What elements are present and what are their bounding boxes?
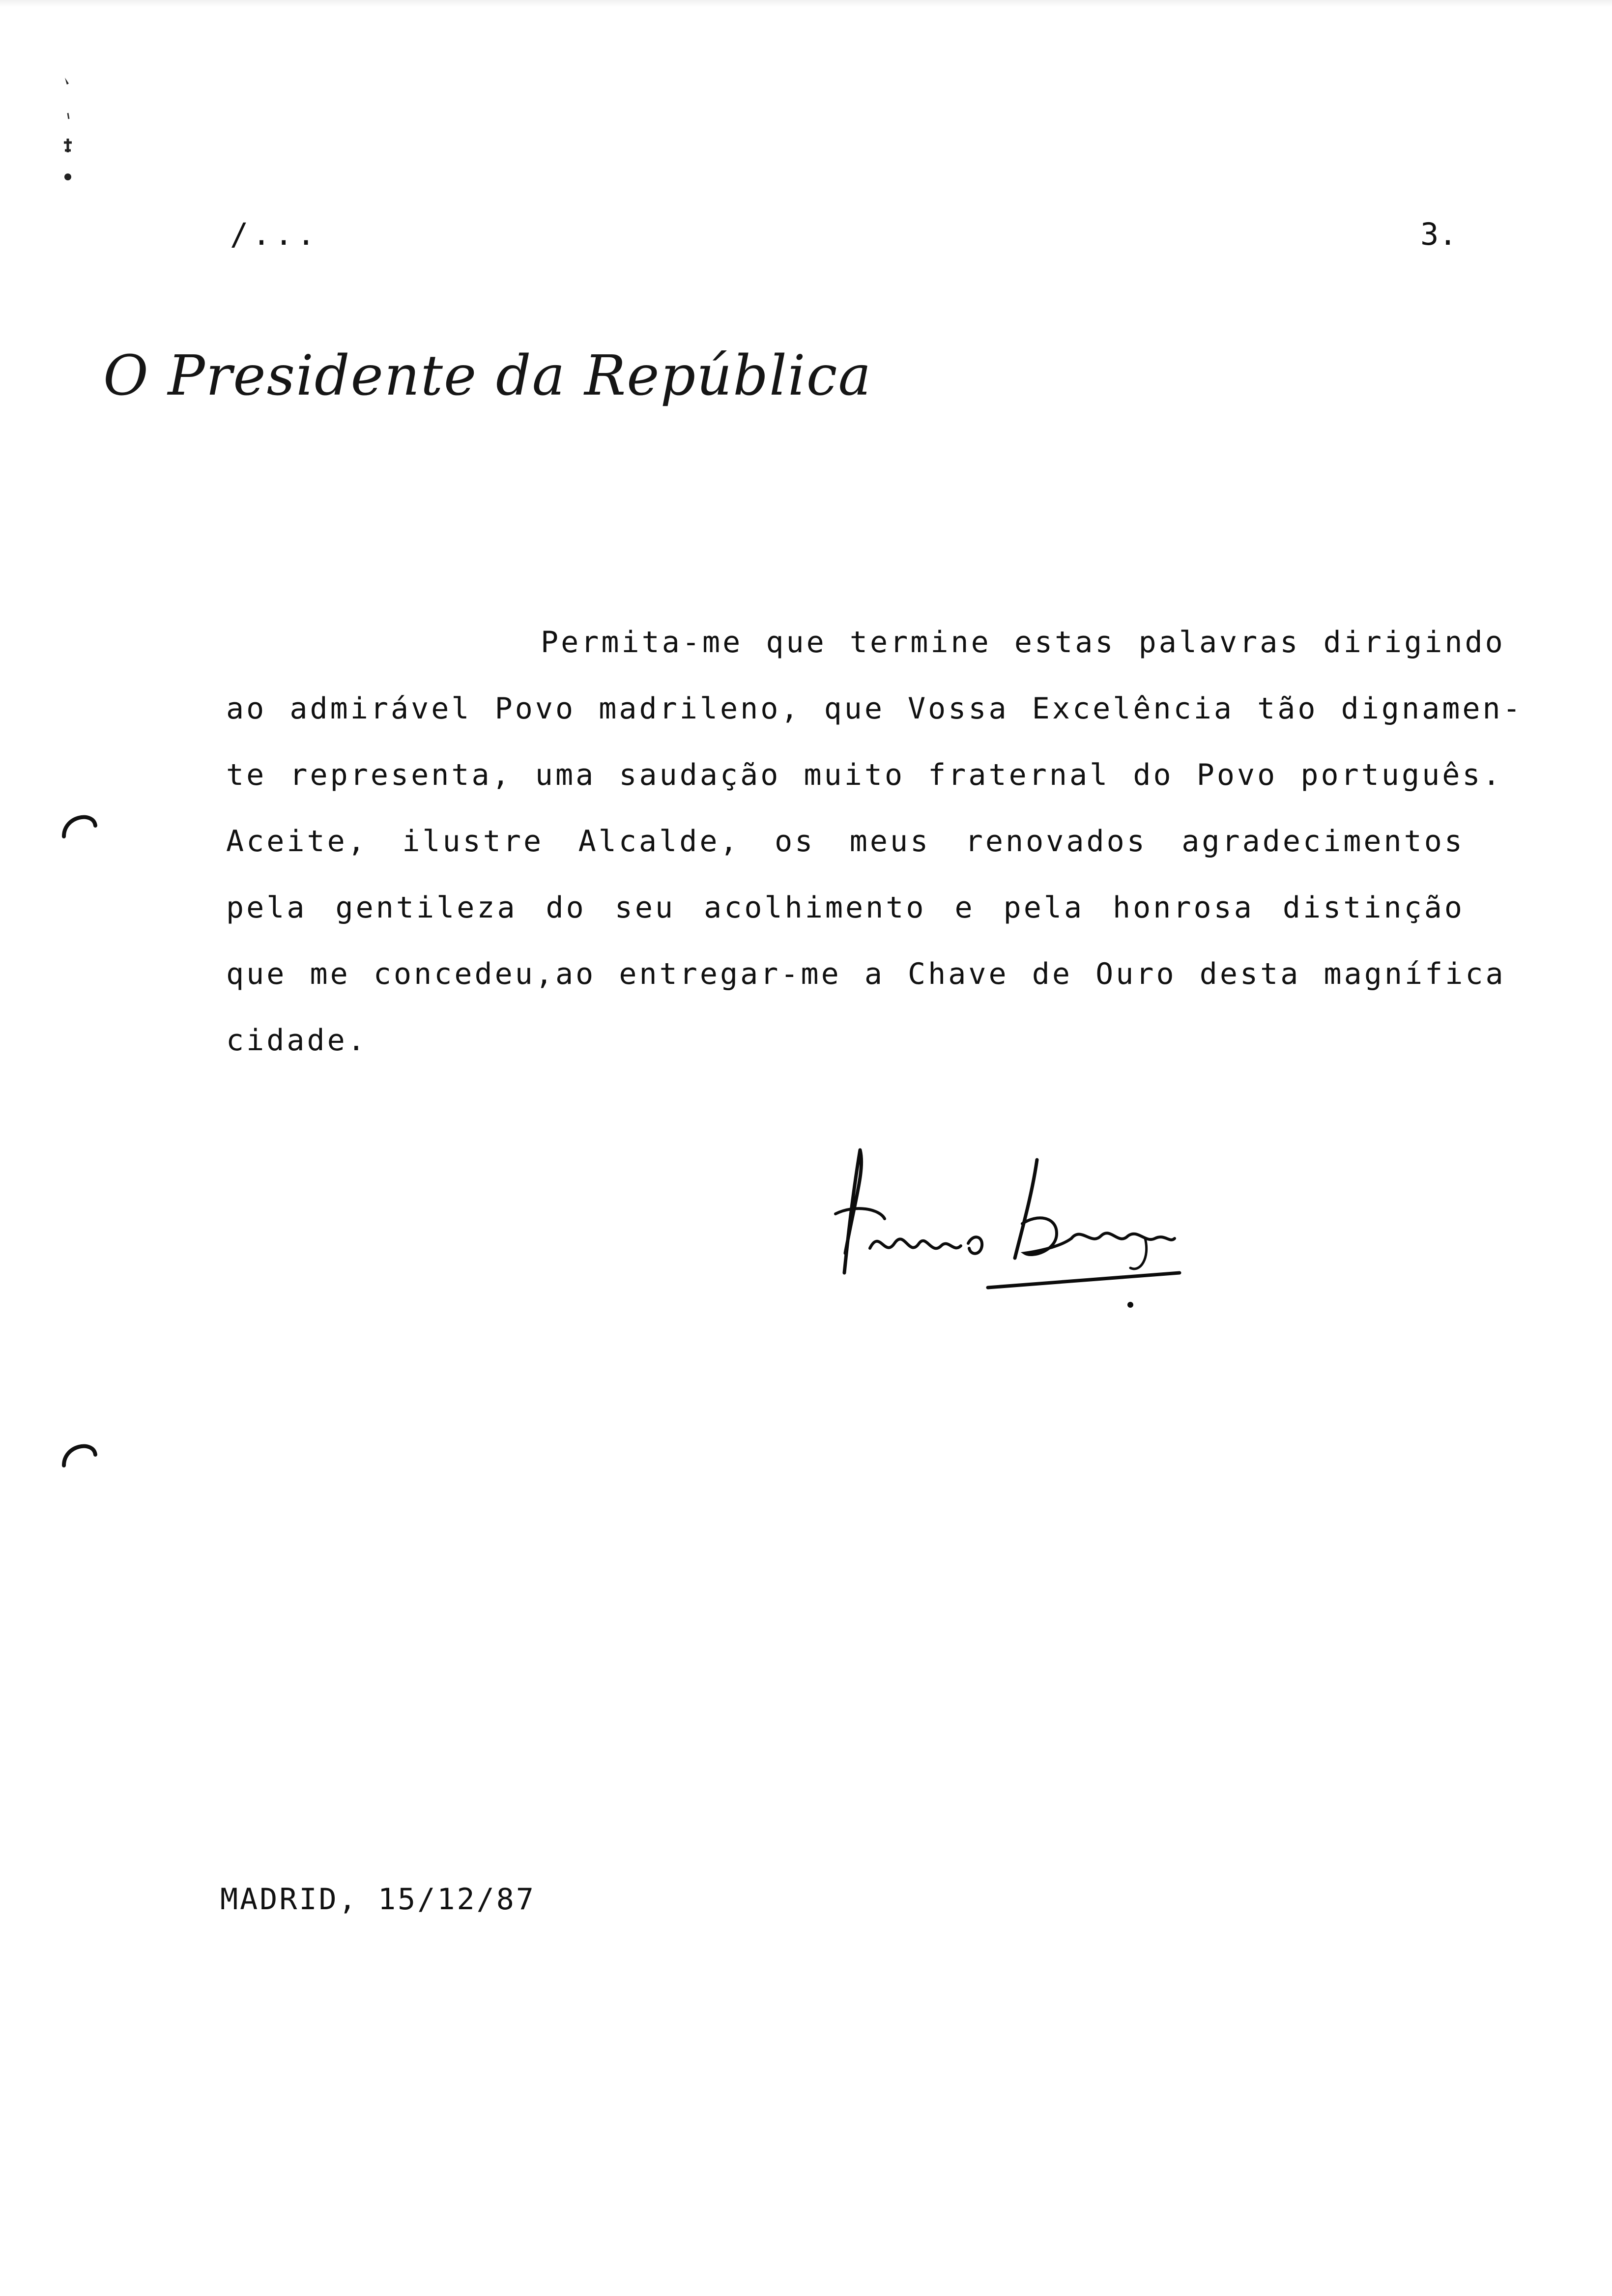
signature-image [826, 1140, 1199, 1317]
continuation-mark: /... [230, 216, 319, 252]
letter-body [226, 609, 1523, 1074]
body-line: ao admirável Povo madrileno, que Vossa Excelência tão dignamen- [226, 691, 1523, 726]
body-line: Aceite, ilustre Alcalde, os meus renovados agradecimentos [226, 824, 1465, 859]
body-line: que me concedeu,ao entregar-me a Chave de Ouro desta magnífica [226, 957, 1506, 991]
place-date: MADRID, 15/12/87 [220, 1882, 536, 1917]
body-line: Permita-me que termine estas palavras dirigindo [541, 625, 1505, 660]
punch-hole-mark [59, 806, 98, 840]
page-number: 3. [1420, 216, 1457, 252]
letterhead-title: O Presidente da República [103, 344, 872, 408]
body-line: pela gentileza do seu acolhimento e pela honrosa distinção [226, 890, 1465, 925]
margin-marks [58, 74, 78, 187]
body-line: cidade. [226, 1023, 368, 1058]
punch-hole-mark [59, 1435, 98, 1469]
scan-artifact [0, 0, 1612, 7]
body-line: te representa, uma saudação muito fraternal do Povo português. [226, 758, 1503, 792]
